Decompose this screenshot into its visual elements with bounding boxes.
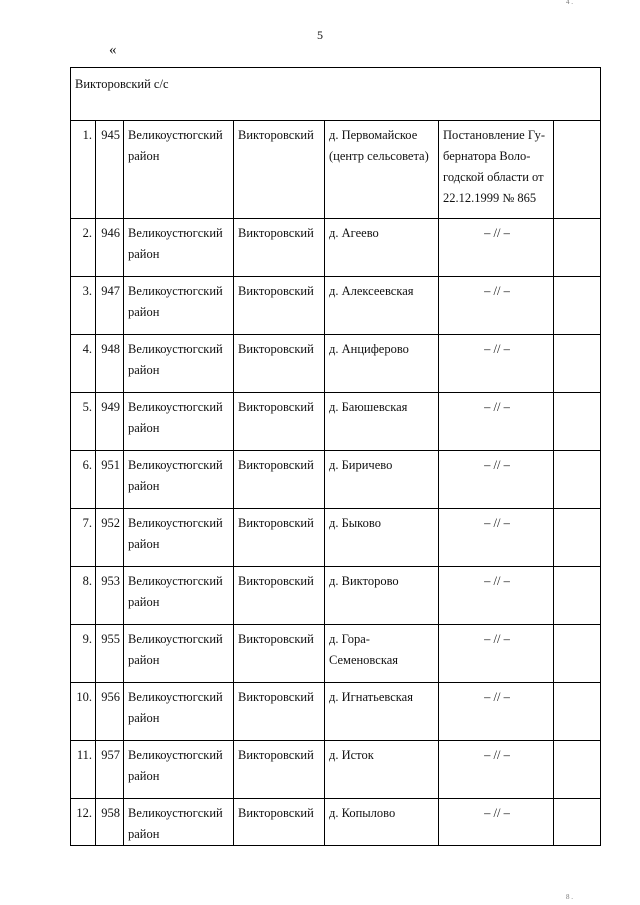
locality-cell: д. Первомайское (центр сельсовета)	[325, 121, 439, 219]
document-cell: – // –	[439, 335, 554, 393]
council-cell: Викторовский	[234, 451, 325, 509]
table-row	[71, 509, 601, 567]
section-title: Викторовский с/с	[71, 68, 601, 121]
row-number-cell: 9.	[71, 625, 96, 683]
row-number-cell: 4.	[71, 335, 96, 393]
empty-cell	[554, 277, 601, 335]
empty-cell	[554, 509, 601, 567]
district-cell: Великоустюгский район	[124, 219, 234, 277]
document-cell: – // –	[439, 219, 554, 277]
registry-code-cell: 951	[96, 451, 124, 509]
document-cell: Постановление Гу-бернатора Воло-годской области от 22.12.1999 № 865	[439, 121, 554, 219]
row-number-cell: 1.	[71, 121, 96, 219]
empty-cell	[554, 683, 601, 741]
locality-cell: д. Викторово	[325, 567, 439, 625]
registry-code-cell: 958	[96, 799, 124, 846]
document-cell: – // –	[439, 277, 554, 335]
document-cell: – // –	[439, 741, 554, 799]
council-cell: Викторовский	[234, 741, 325, 799]
opening-quote-mark: «	[109, 42, 117, 58]
row-number-cell: 6.	[71, 451, 96, 509]
registry-code-cell: 955	[96, 625, 124, 683]
empty-cell	[554, 799, 601, 846]
district-cell: Великоустюгский район	[124, 509, 234, 567]
row-number-cell: 5.	[71, 393, 96, 451]
document-cell: – // –	[439, 451, 554, 509]
council-cell: Викторовский	[234, 121, 325, 219]
localities-table	[70, 67, 601, 846]
registry-code-cell: 952	[96, 509, 124, 567]
registry-code-cell: 948	[96, 335, 124, 393]
council-cell: Викторовский	[234, 335, 325, 393]
district-cell: Великоустюгский район	[124, 277, 234, 335]
row-number-cell: 11.	[71, 741, 96, 799]
registry-code-cell: 949	[96, 393, 124, 451]
council-cell: Викторовский	[234, 683, 325, 741]
table-row	[71, 335, 601, 393]
corner-mark-bottom: 8 .	[566, 893, 573, 901]
empty-cell	[554, 625, 601, 683]
row-number-cell: 12.	[71, 799, 96, 846]
page-number: 5	[317, 28, 323, 42]
locality-cell: д. Исток	[325, 741, 439, 799]
registry-code-cell: 953	[96, 567, 124, 625]
locality-cell: д. Копылово	[325, 799, 439, 846]
empty-cell	[554, 451, 601, 509]
empty-cell	[554, 121, 601, 219]
council-cell: Викторовский	[234, 277, 325, 335]
document-cell: – // –	[439, 799, 554, 846]
district-cell: Великоустюгский район	[124, 625, 234, 683]
district-cell: Великоустюгский район	[124, 335, 234, 393]
locality-cell: д. Быково	[325, 509, 439, 567]
council-cell: Викторовский	[234, 567, 325, 625]
document-cell: – // –	[439, 509, 554, 567]
table-row	[71, 567, 601, 625]
locality-cell: д. Игнатьевская	[325, 683, 439, 741]
document-cell: – // –	[439, 683, 554, 741]
locality-cell: д. Алексеевская	[325, 277, 439, 335]
document-cell: – // –	[439, 625, 554, 683]
table-row	[71, 121, 601, 219]
row-number-cell: 2.	[71, 219, 96, 277]
empty-cell	[554, 741, 601, 799]
locality-cell: д. Агеево	[325, 219, 439, 277]
council-cell: Викторовский	[234, 509, 325, 567]
table-row	[71, 741, 601, 799]
table-row	[71, 277, 601, 335]
registry-code-cell: 946	[96, 219, 124, 277]
registry-code-cell: 957	[96, 741, 124, 799]
district-cell: Великоустюгский район	[124, 393, 234, 451]
table-row	[71, 625, 601, 683]
table-row	[71, 393, 601, 451]
section-header-row	[71, 68, 601, 121]
district-cell: Великоустюгский район	[124, 451, 234, 509]
row-number-cell: 3.	[71, 277, 96, 335]
table-row	[71, 219, 601, 277]
registry-code-cell: 947	[96, 277, 124, 335]
registry-code-cell: 956	[96, 683, 124, 741]
empty-cell	[554, 335, 601, 393]
council-cell: Викторовский	[234, 799, 325, 846]
locality-cell: д. Гора-Семеновская	[325, 625, 439, 683]
district-cell: Великоустюгский район	[124, 567, 234, 625]
table-row	[71, 451, 601, 509]
row-number-cell: 8.	[71, 567, 96, 625]
locality-cell: д. Анциферово	[325, 335, 439, 393]
district-cell: Великоустюгский район	[124, 683, 234, 741]
row-number-cell: 7.	[71, 509, 96, 567]
locality-cell: д. Биричево	[325, 451, 439, 509]
document-cell: – // –	[439, 567, 554, 625]
district-cell: Великоустюгский район	[124, 121, 234, 219]
district-cell: Великоустюгский район	[124, 741, 234, 799]
empty-cell	[554, 567, 601, 625]
council-cell: Викторовский	[234, 625, 325, 683]
table-row	[71, 799, 601, 846]
document-cell: – // –	[439, 393, 554, 451]
row-number-cell: 10.	[71, 683, 96, 741]
council-cell: Викторовский	[234, 393, 325, 451]
registry-code-cell: 945	[96, 121, 124, 219]
council-cell: Викторовский	[234, 219, 325, 277]
corner-mark-top: 4 .	[566, 0, 573, 6]
district-cell: Великоустюгский район	[124, 799, 234, 846]
table-row	[71, 683, 601, 741]
empty-cell	[554, 219, 601, 277]
locality-cell: д. Баюшевская	[325, 393, 439, 451]
empty-cell	[554, 393, 601, 451]
